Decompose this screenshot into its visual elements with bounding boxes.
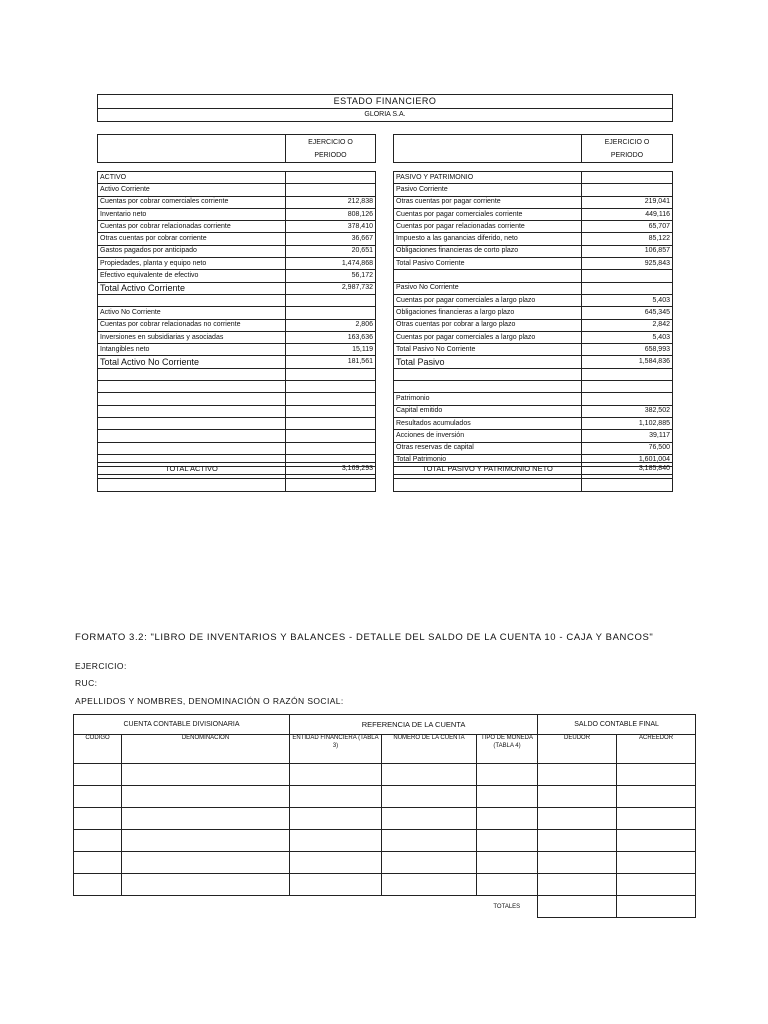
caja-cell[interactable] xyxy=(382,830,477,852)
activo-row-label: Inventario neto xyxy=(98,208,286,220)
caja-cell[interactable] xyxy=(477,874,538,896)
activo-row-value: 378,410 xyxy=(286,221,376,233)
total-activo-label: TOTAL ACTIVO xyxy=(98,463,286,475)
caja-cell[interactable] xyxy=(122,786,290,808)
pasivo-row-label: Total Patrimonio xyxy=(394,454,582,466)
activo-row-value xyxy=(286,479,376,491)
caja-cell[interactable] xyxy=(538,874,617,896)
pasivo-row-value: 2,842 xyxy=(582,319,673,331)
pasivo-row-value xyxy=(582,368,673,380)
activo-row xyxy=(98,196,376,208)
activo-row xyxy=(98,233,376,245)
activo-row-label: Cuentas por cobrar relacionadas corriente xyxy=(98,221,286,233)
activo-row-label: Cuentas por cobrar relacionadas no corriente xyxy=(98,319,286,331)
activo-row-value: 2,987,732 xyxy=(286,282,376,294)
pasivo-row-value: 39,117 xyxy=(582,430,673,442)
caja-cell[interactable] xyxy=(538,852,617,874)
activo-row xyxy=(98,368,376,380)
activo-row xyxy=(98,270,376,282)
activo-row-label: Total Activo No Corriente xyxy=(98,356,286,368)
activo-row-value xyxy=(286,393,376,405)
formato-title: FORMATO 3.2: "LIBRO DE INVENTARIOS Y BALANCES - DETALLE DEL SALDO DE LA CUENTA 10 - CAJA Y BANCOS" xyxy=(75,632,654,643)
totales-blank xyxy=(74,896,122,918)
activo-row-value xyxy=(286,442,376,454)
activo-row xyxy=(98,393,376,405)
caja-cell[interactable] xyxy=(74,830,122,852)
totales-blank xyxy=(122,896,290,918)
activo-row-value: 2,806 xyxy=(286,319,376,331)
activo-table xyxy=(97,171,376,492)
pasivo-row xyxy=(394,282,673,294)
activo-row xyxy=(98,245,376,257)
activo-row xyxy=(98,172,376,184)
caja-cell[interactable] xyxy=(477,808,538,830)
pasivo-row-value xyxy=(582,184,673,196)
activo-row-value: 181,561 xyxy=(286,356,376,368)
pasivo-row-value: 925,843 xyxy=(582,258,673,270)
ruc-label: RUC: xyxy=(75,678,98,688)
activo-header-blank xyxy=(98,135,286,163)
activo-row xyxy=(98,307,376,319)
activo-row xyxy=(98,405,376,417)
caja-cell[interactable] xyxy=(290,852,382,874)
total-activo-table xyxy=(97,462,376,475)
pasivo-row-value: 85,122 xyxy=(582,233,673,245)
pasivo-row xyxy=(394,381,673,393)
pasivo-row-label: Impuesto a las ganancias diferido, neto xyxy=(394,233,582,245)
caja-cell[interactable] xyxy=(538,764,617,786)
pasivo-row-label: Total Pasivo No Corriente xyxy=(394,344,582,356)
statement-title-box xyxy=(97,94,673,122)
pasivo-row-label xyxy=(394,368,582,380)
activo-row-label: Otras cuentas por cobrar corriente xyxy=(98,233,286,245)
caja-cell[interactable] xyxy=(538,786,617,808)
pasivo-row-value: 76,500 xyxy=(582,442,673,454)
caja-cell[interactable] xyxy=(290,830,382,852)
caja-cell[interactable] xyxy=(382,874,477,896)
caja-row xyxy=(74,830,696,852)
pasivo-row xyxy=(394,479,673,491)
totales-deudor[interactable] xyxy=(538,896,617,918)
activo-row-label: Cuentas por cobrar comerciales corriente xyxy=(98,196,286,208)
pasivo-row-value xyxy=(582,270,673,282)
pasivo-row-label: Otras cuentas por cobrar a largo plazo xyxy=(394,319,582,331)
caja-cell[interactable] xyxy=(477,786,538,808)
total-pasivo-patrimonio-table xyxy=(393,462,673,475)
pasivo-row xyxy=(394,184,673,196)
activo-row-label xyxy=(98,294,286,306)
pasivo-row-label: Total Pasivo Corriente xyxy=(394,258,582,270)
activo-row-label xyxy=(98,430,286,442)
activo-row-value: 36,667 xyxy=(286,233,376,245)
pasivo-row-value: 449,116 xyxy=(582,208,673,220)
activo-row-value xyxy=(286,430,376,442)
pasivo-row xyxy=(394,307,673,319)
period-line2: PERIODO xyxy=(610,151,644,159)
caja-row xyxy=(74,764,696,786)
pasivo-row-label: Capital emitido xyxy=(394,405,582,417)
pasivo-row xyxy=(394,319,673,331)
pasivo-row-label: PASIVO Y PATRIMONIO xyxy=(394,172,582,184)
pasivo-row xyxy=(394,442,673,454)
pasivo-row-value: 658,993 xyxy=(582,344,673,356)
pasivo-row-label: Patrimonio xyxy=(394,393,582,405)
pasivo-row-label: Otras reservas de capital xyxy=(394,442,582,454)
total-pasivo-patrimonio-label: TOTAL PASIVO Y PATRIMONIO NETO xyxy=(394,463,582,475)
caja-cell[interactable] xyxy=(617,874,696,896)
pasivo-row xyxy=(394,233,673,245)
pasivo-row xyxy=(394,221,673,233)
period-line1: EJERCICIO O xyxy=(308,138,353,146)
pasivo-row-label: Resultados acumulados xyxy=(394,417,582,429)
caja-cell[interactable] xyxy=(477,852,538,874)
activo-row-label xyxy=(98,442,286,454)
pasivo-row xyxy=(394,393,673,405)
caja-cell[interactable] xyxy=(74,852,122,874)
pasivo-row-label: Obligaciones financieras a largo plazo xyxy=(394,307,582,319)
activo-row-label: Activo No Corriente xyxy=(98,307,286,319)
col-tipo-moneda: TIPO DE MONEDA (TABLA 4) xyxy=(477,735,538,764)
pasivo-row-label xyxy=(394,270,582,282)
pasivo-row-label: Cuentas por pagar relacionadas corriente xyxy=(394,221,582,233)
caja-cell[interactable] xyxy=(74,764,122,786)
activo-row xyxy=(98,344,376,356)
activo-row-value xyxy=(286,381,376,393)
activo-row-label: Inversiones en subsidiarias y asociadas xyxy=(98,331,286,343)
caja-row xyxy=(74,786,696,808)
activo-row-value xyxy=(286,417,376,429)
activo-row-label xyxy=(98,417,286,429)
activo-row-label: Intangibles neto xyxy=(98,344,286,356)
pasivo-row-value: 219,041 xyxy=(582,196,673,208)
activo-row-value: 212,838 xyxy=(286,196,376,208)
activo-row-value: 808,126 xyxy=(286,208,376,220)
col-codigo: CÓDIGO xyxy=(74,735,122,764)
activo-row-label: Activo Corriente xyxy=(98,184,286,196)
activo-row-label xyxy=(98,381,286,393)
caja-cell[interactable] xyxy=(122,874,290,896)
caja-cell[interactable] xyxy=(290,808,382,830)
pasivo-row xyxy=(394,405,673,417)
activo-row xyxy=(98,221,376,233)
caja-cell[interactable] xyxy=(122,830,290,852)
activo-header xyxy=(97,134,376,163)
caja-row xyxy=(74,874,696,896)
activo-row-label: ACTIVO xyxy=(98,172,286,184)
caja-cell[interactable] xyxy=(382,764,477,786)
activo-row xyxy=(98,417,376,429)
pasivo-row xyxy=(394,245,673,257)
pasivo-row-value: 65,707 xyxy=(582,221,673,233)
pasivo-row-value: 1,601,004 xyxy=(582,454,673,466)
activo-row xyxy=(98,381,376,393)
pasivo-row xyxy=(394,294,673,306)
activo-period-header xyxy=(286,135,376,163)
pasivo-row-value xyxy=(582,393,673,405)
activo-row-value xyxy=(286,294,376,306)
pasivo-row xyxy=(394,368,673,380)
pasivo-row-label: Obligaciones financieras de corto plazo xyxy=(394,245,582,257)
activo-row xyxy=(98,319,376,331)
group-referencia-cuenta: REFERENCIA DE LA CUENTA xyxy=(290,715,538,735)
caja-cell[interactable] xyxy=(122,852,290,874)
pasivo-row xyxy=(394,270,673,282)
caja-cell[interactable] xyxy=(538,808,617,830)
activo-row-label xyxy=(98,479,286,491)
totales-label: TOTALES xyxy=(477,896,538,918)
pasivo-row-value: 645,345 xyxy=(582,307,673,319)
activo-row-label: Propiedades, planta y equipo neto xyxy=(98,258,286,270)
pasivo-row xyxy=(394,356,673,368)
pasivo-row-label xyxy=(394,479,582,491)
statement-title: ESTADO FINANCIERO xyxy=(98,95,672,109)
caja-cell[interactable] xyxy=(617,808,696,830)
activo-row-value: 15,119 xyxy=(286,344,376,356)
pasivo-row-value xyxy=(582,282,673,294)
activo-row-label: Gastos pagados por anticipado xyxy=(98,245,286,257)
col-deudor: DEUDOR xyxy=(538,735,617,764)
activo-row xyxy=(98,442,376,454)
pasivo-row-value: 382,502 xyxy=(582,405,673,417)
pasivo-row-label: Acciones de inversión xyxy=(394,430,582,442)
activo-row-value xyxy=(286,368,376,380)
activo-row-value: 56,172 xyxy=(286,270,376,282)
caja-cell[interactable] xyxy=(290,764,382,786)
pasivo-header xyxy=(393,134,673,163)
caja-cell[interactable] xyxy=(617,764,696,786)
caja-cell[interactable] xyxy=(74,874,122,896)
activo-row xyxy=(98,208,376,220)
activo-row-label: Efectivo equivalente de efectivo xyxy=(98,270,286,282)
pasivo-row xyxy=(394,331,673,343)
caja-cell[interactable] xyxy=(538,830,617,852)
caja-cell[interactable] xyxy=(382,852,477,874)
pasivo-row xyxy=(394,430,673,442)
caja-cell[interactable] xyxy=(74,786,122,808)
activo-row xyxy=(98,258,376,270)
col-entidad-financiera: ENTIDAD FINANCIERA (TABLA 3) xyxy=(290,735,382,764)
totales-acreedor[interactable] xyxy=(617,896,696,918)
pasivo-row-label: Pasivo Corriente xyxy=(394,184,582,196)
group-saldo-contable: SALDO CONTABLE FINAL xyxy=(538,715,696,735)
activo-row xyxy=(98,282,376,294)
caja-cell[interactable] xyxy=(290,786,382,808)
caja-cell[interactable] xyxy=(617,830,696,852)
pasivo-row-value xyxy=(582,479,673,491)
caja-cell[interactable] xyxy=(382,808,477,830)
pasivo-period-header xyxy=(582,135,673,163)
pasivo-row-label: Otras cuentas por pagar corriente xyxy=(394,196,582,208)
caja-cell[interactable] xyxy=(122,764,290,786)
pasivo-row-value: 5,403 xyxy=(582,294,673,306)
pasivo-row-value: 106,857 xyxy=(582,245,673,257)
pasivo-row xyxy=(394,196,673,208)
pasivo-row-label: Total Pasivo xyxy=(394,356,582,368)
pasivo-row xyxy=(394,172,673,184)
col-denominacion: DENOMINACIÓN xyxy=(122,735,290,764)
pasivo-row-label xyxy=(394,381,582,393)
pasivo-row-value: 1,584,836 xyxy=(582,356,673,368)
pasivo-row xyxy=(394,208,673,220)
totales-blank xyxy=(382,896,477,918)
period-line2: PERIODO xyxy=(314,151,347,159)
caja-cell[interactable] xyxy=(122,808,290,830)
company-name: GLORIA S.A. xyxy=(364,111,406,118)
activo-row-value: 20,651 xyxy=(286,245,376,257)
activo-row-value xyxy=(286,307,376,319)
activo-row xyxy=(98,356,376,368)
activo-row xyxy=(98,184,376,196)
caja-cell[interactable] xyxy=(477,764,538,786)
activo-row-label xyxy=(98,393,286,405)
caja-row xyxy=(74,852,696,874)
pasivo-row-value: 5,403 xyxy=(582,331,673,343)
total-activo-value: 3,169,293 xyxy=(286,463,376,475)
pasivo-row-value: 1,102,885 xyxy=(582,417,673,429)
col-numero-cuenta: NÚMERO DE LA CUENTA xyxy=(382,735,477,764)
activo-row-value xyxy=(286,405,376,417)
period-line1: EJERCICIO O xyxy=(604,138,650,146)
pasivo-row-value xyxy=(582,172,673,184)
pasivo-row-value xyxy=(582,381,673,393)
pasivo-header-blank xyxy=(394,135,582,163)
caja-cell[interactable] xyxy=(617,786,696,808)
caja-row xyxy=(74,808,696,830)
activo-row xyxy=(98,479,376,491)
totales-blank xyxy=(290,896,382,918)
activo-row-value: 163,636 xyxy=(286,331,376,343)
activo-row-value: 1,474,868 xyxy=(286,258,376,270)
group-cuenta-contable: CUENTA CONTABLE DIVISIONARIA xyxy=(74,715,290,735)
pasivo-row-label: Cuentas por pagar comerciales a largo plazo xyxy=(394,331,582,343)
activo-row-value xyxy=(286,172,376,184)
pasivo-row-label: Cuentas por pagar comerciales corriente xyxy=(394,208,582,220)
pasivo-row xyxy=(394,344,673,356)
razon-social-label: APELLIDOS Y NOMBRES, DENOMINACIÓN O RAZÓN SOCIAL: xyxy=(75,696,344,706)
col-acreedor: ACREEDOR xyxy=(617,735,696,764)
activo-row-label xyxy=(98,405,286,417)
caja-bancos-table xyxy=(73,714,696,918)
caja-cell[interactable] xyxy=(74,808,122,830)
total-pasivo-patrimonio-value: 3,185,840 xyxy=(582,463,673,475)
activo-row xyxy=(98,294,376,306)
pasivo-row xyxy=(394,417,673,429)
activo-row-label: Total Activo Corriente xyxy=(98,282,286,294)
pasivo-row-label: Pasivo No Corriente xyxy=(394,282,582,294)
pasivo-row-label: Cuentas por pagar comerciales a largo plazo xyxy=(394,294,582,306)
pasivo-row xyxy=(394,258,673,270)
activo-row xyxy=(98,331,376,343)
caja-cell[interactable] xyxy=(617,852,696,874)
pasivo-table xyxy=(393,171,673,492)
caja-cell[interactable] xyxy=(290,874,382,896)
activo-row-label xyxy=(98,368,286,380)
activo-row-value xyxy=(286,184,376,196)
caja-cell[interactable] xyxy=(477,830,538,852)
caja-cell[interactable] xyxy=(382,786,477,808)
ejercicio-label: EJERCICIO: xyxy=(75,661,127,671)
activo-row xyxy=(98,430,376,442)
